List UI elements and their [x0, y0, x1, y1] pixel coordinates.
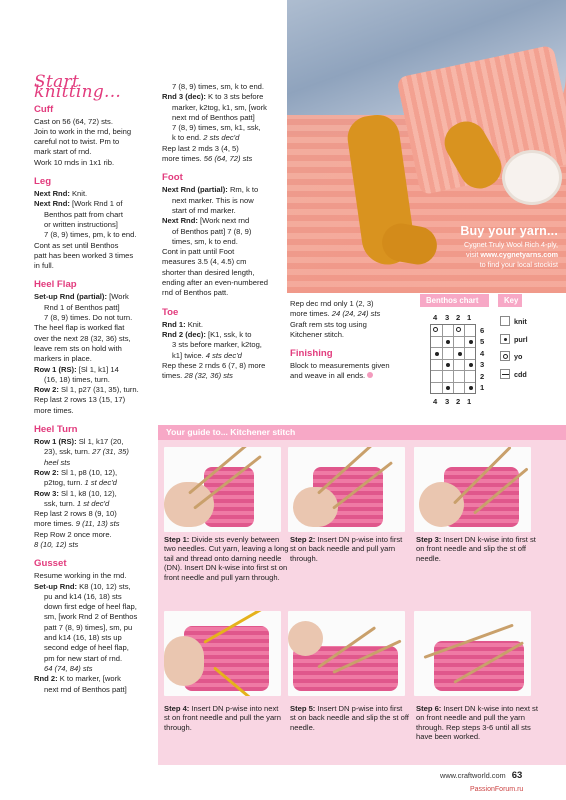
heel-turn-line: 23), ssk, turn. 27 (31, 35) [44, 447, 129, 457]
key-item-yo: yo [500, 351, 522, 361]
gusset-line: sm, [work Rnd 2 of Benthos [44, 612, 138, 622]
chart-row-label: 6 [480, 326, 485, 335]
heel-flap-line: markers in place. [34, 354, 92, 364]
step-2-text: Step 2: Insert DN p-wise into first st on back needle and pull yarn through. [290, 535, 403, 563]
key-item-knit: knit [500, 316, 527, 326]
gusset-cont-line: Rep last 2 mds 3 (4, 5) [162, 143, 239, 153]
foot-line: ending after an even-numbered [162, 278, 268, 288]
gusset-cont-line: marker, k2tog, k1, sm, [work [172, 102, 267, 112]
foot-line: Next Rnd (partial): Rm, k to [162, 185, 259, 195]
purl-symbol-icon [500, 334, 510, 344]
heel-flap-line: 7 (8, 9) times. Do not turn. [44, 313, 133, 323]
chart-col-label: 1 [467, 397, 472, 406]
heel-flap-line: leave rem sts on hold with [34, 343, 122, 353]
step-1-photo [164, 447, 281, 532]
toe-cont-line: Kitchener stitch. [290, 329, 345, 339]
kitchener-header [158, 425, 566, 440]
toe-heading: Toe [162, 306, 179, 318]
step-4-photo [164, 611, 281, 696]
step-1-text: Step 1: Divide sts evenly between two needles. Cut yarn, leaving a long tail and thread onto darning needle (DN). Insert DN k-wise into first st on front needle and pull yarn through. [164, 535, 289, 582]
foot-line: of Benthos patt] 7 (8, 9) [172, 226, 252, 236]
toe-cont-line: Rep dec rnd only 1 (2, 3) [290, 299, 374, 308]
heel-flap-line: Set-up Rnd (partial): [Work [34, 292, 129, 302]
heel-turn-line: ssk, turn. 1 st dec'd [44, 498, 110, 508]
toe-cont-line: Graft rem sts tog using [290, 319, 367, 329]
toe-line: times. 28 (32, 36) sts [162, 371, 233, 381]
heel-flap-line: The heel flap is worked flat [34, 323, 125, 333]
heel-flap-line: more times. [34, 405, 74, 415]
heel-turn-line: Row 2: Sl 1, p8 (10, 12), [34, 467, 118, 477]
gusset-cont-line: 7 (8, 9) times, sm, k1, ssk, [172, 123, 261, 133]
end-bullet-icon [367, 372, 373, 378]
column-3 [290, 299, 416, 382]
heel-flap-line: Row 1 (RS): [Sl 1, k1] 14 [34, 364, 119, 374]
gusset-line: down first edge of heel flap, [44, 602, 137, 612]
footer-site-link[interactable]: www.craftworld.com [440, 771, 506, 780]
toe-line: Rnd 1: Knit. [162, 319, 203, 329]
chart-col-label: 1 [467, 313, 472, 322]
leg-line: or written instructions] [44, 219, 118, 229]
leg-heading: Leg [34, 176, 52, 188]
heel-turn-line: more times. 9 (11, 13) sts [34, 519, 120, 529]
page-number: 63 [511, 770, 523, 781]
leg-line: in full. [34, 261, 54, 271]
foot-heading: Foot [162, 172, 183, 184]
step-6-text: Step 6: Insert DN k-wise into next st on front needle and pull the yarn through. Rep steps 3-6 until all sts have been worked. [416, 704, 538, 742]
watermark: PassionForum.ru [470, 786, 524, 793]
page-footer [440, 770, 522, 781]
toe-line: Rnd 2 (dec): [K1, ssk, k to [162, 329, 252, 339]
heel-turn-heading: Heel Turn [34, 424, 78, 436]
leg-line: Cont as set until Benthos [34, 240, 119, 250]
gusset-cont-line: Rnd 3 (dec): K to 3 sts before [162, 92, 264, 102]
step-6-photo [414, 611, 531, 696]
gusset-line: patt 7 (8, 9) times], sm, pu [44, 622, 133, 632]
cuff-line: Work 10 rnds in 1x1 rib. [34, 157, 115, 167]
heel-flap-line: over the next 28 (32, 36) sts, [34, 333, 131, 343]
yo-symbol-icon [500, 351, 510, 361]
toe-line: k1] twice. 4 sts dec'd [172, 350, 242, 360]
chart-row-label: 4 [480, 349, 485, 358]
gusset-line: Set-up Rnd: K8 (10, 12) sts, [34, 581, 131, 591]
leg-line: Next Rnd: [Work Rnd 1 of [34, 199, 123, 209]
chart-col-label: 3 [445, 397, 450, 406]
finishing-line: Block to measurements given [290, 361, 390, 371]
chart-cell-purl [469, 340, 473, 344]
photo-bowl [502, 150, 562, 205]
cuff-line: mark start of rnd. [34, 147, 92, 157]
step-4-text: Step 4: Insert DN p-wise into next st on front needle and pull the yarn through. [164, 704, 281, 732]
foot-line: shorter than desired length, [162, 267, 255, 277]
heel-flap-line: Row 2: Sl 1, p27 (31, 35), turn. [34, 385, 139, 395]
foot-line: Next Rnd: [Work next rnd [162, 216, 250, 226]
key-item-purl: purl [500, 334, 528, 344]
heel-turn-line: Row 3: Sl 1, k8 (10, 12), [34, 488, 117, 498]
key-item-cdd: cdd [500, 369, 527, 379]
step-3-photo [414, 447, 531, 532]
cuff-line: Join to work in the rnd, being [34, 126, 132, 136]
chart-col-label: 2 [456, 397, 461, 406]
gusset-line: next rnd of Benthos patt] [44, 684, 127, 694]
gusset-line: second edge of heel flap, [44, 643, 129, 653]
yarn-caption [398, 224, 558, 270]
chart-col-label: 3 [445, 313, 450, 322]
finishing-heading: Finishing [290, 348, 333, 360]
column-1 [34, 72, 159, 695]
heel-turn-line: Rep last 2 rows 8 (9, 10) [34, 509, 117, 519]
yarn-caption-line2: visit www.cygnetyarns.com [466, 250, 558, 259]
finishing-line: and weave in all ends. [290, 371, 416, 381]
kitchener-heading: Your guide to... Kitchener stitch [166, 427, 296, 437]
chart-cell-purl [435, 352, 439, 356]
foot-line: measures 3.5 (4, 4.5) cm [162, 257, 247, 267]
gusset-heading: Gusset [34, 558, 67, 570]
heel-flap-line: (16, 18) times, turn. [44, 374, 110, 384]
knit-symbol-icon [500, 316, 510, 326]
chart-col-label: 4 [433, 313, 438, 322]
heel-turn-line: p2tog, turn. 1 st dec'd [44, 478, 117, 488]
chart-row-label: 3 [480, 360, 485, 369]
yarn-caption-title: Buy your yarn... [460, 224, 558, 238]
foot-line: rnd of Benthos patt. [162, 288, 229, 298]
toe-line: 3 sts before marker, k2tog, [172, 340, 262, 350]
leg-line: patt has been worked 3 times [34, 250, 134, 260]
gusset-cont-line: more times. 56 (64, 72) sts [162, 154, 253, 164]
yarn-caption-line1: Cygnet Truly Wool Rich 4-ply, [463, 240, 558, 249]
chart-row-label: 5 [480, 337, 485, 346]
kitchener-panel [158, 425, 566, 765]
leg-line: 7 (8, 9) times, pm, k to end. [44, 230, 137, 240]
gusset-cont-line: k to end. 2 sts dec'd [172, 133, 240, 143]
chart-row-label: 2 [480, 372, 485, 381]
chart-cell-yo [454, 325, 465, 336]
chart-col-label: 2 [456, 313, 461, 322]
heel-turn-line: heel sts [44, 457, 71, 467]
toe-cont-line: more times. 24 (24, 24) sts [290, 309, 381, 319]
yarn-link[interactable]: www.cygnetyarns.com [480, 250, 558, 259]
foot-line: start of rnd marker. [172, 205, 236, 215]
chart-row-label: 1 [480, 383, 485, 392]
gusset-line: pu and k14 (16, 18) sts [44, 591, 122, 601]
step-3-text: Step 3: Insert DN k-wise into first st on front needle and slip the st off needle. [416, 535, 536, 563]
foot-line: times, sm, k to end. [172, 236, 238, 246]
gusset-line: pm for new start of rnd. [44, 653, 123, 663]
heel-flap-line: Rep last 2 rows 13 (15, 17) [34, 395, 126, 405]
heel-flap-line: Rnd 1 of Benthos patt] [44, 302, 120, 312]
chart-cell-purl [446, 363, 450, 367]
leg-line: Next Rnd: Knit. [34, 189, 88, 199]
heel-turn-line: Row 1 (RS): Sl 1, k17 (20, [34, 437, 124, 447]
key-tab: Key [498, 294, 522, 307]
chart-cell-purl [446, 386, 450, 390]
gusset-line: Resume working in the rnd. [34, 571, 127, 581]
chart-cell-purl [469, 386, 473, 390]
chart-cell-purl [446, 340, 450, 344]
benthos-chart-grid [430, 324, 476, 394]
heel-turn-line: Rep Row 2 once more. [34, 529, 112, 539]
chart-cell-purl [458, 352, 462, 356]
chart-cell-purl [469, 363, 473, 367]
leg-line: Benthos patt from chart [44, 209, 123, 219]
heel-turn-line: 8 (10, 12) sts [34, 539, 79, 549]
heel-flap-heading: Heel Flap [34, 279, 77, 291]
step-5-text: Step 5: Insert DN p-wise into first st on back needle and slip the st off needle. [290, 704, 409, 732]
foot-line: next marker. This is now [172, 195, 254, 205]
cuff-heading: Cuff [34, 103, 54, 115]
cuff-line: careful not to twist. Pm to [34, 137, 120, 147]
gusset-cont-line: 7 (8, 9) times, sm, k to end. [172, 82, 265, 91]
toe-line: Rep these 2 rnds 6 (7, 8) more [162, 360, 266, 370]
chart-tab: Benthos chart [420, 294, 489, 307]
gusset-line: and k14 (16, 18) sts up [44, 633, 122, 643]
hero-photo [287, 0, 566, 293]
cdd-symbol-icon [500, 369, 510, 379]
gusset-cont-line: next rnd of Benthos patt] [172, 112, 255, 122]
gusset-line: 64 (74, 84) sts [44, 663, 93, 673]
step-2-photo [288, 447, 405, 532]
chart-cell-yo [431, 325, 442, 336]
column-2 [162, 82, 288, 381]
page-title: Start knitting... [34, 72, 122, 103]
chart-col-label: 4 [433, 397, 438, 406]
step-5-photo [288, 611, 405, 696]
gusset-line: Rnd 2: K to marker, [work [34, 674, 121, 684]
yarn-caption-line3: to find your local stockist [479, 260, 558, 269]
cuff-line: Cast on 56 (64, 72) sts. [34, 116, 113, 126]
foot-line: Cont in patt until Foot [162, 247, 235, 257]
